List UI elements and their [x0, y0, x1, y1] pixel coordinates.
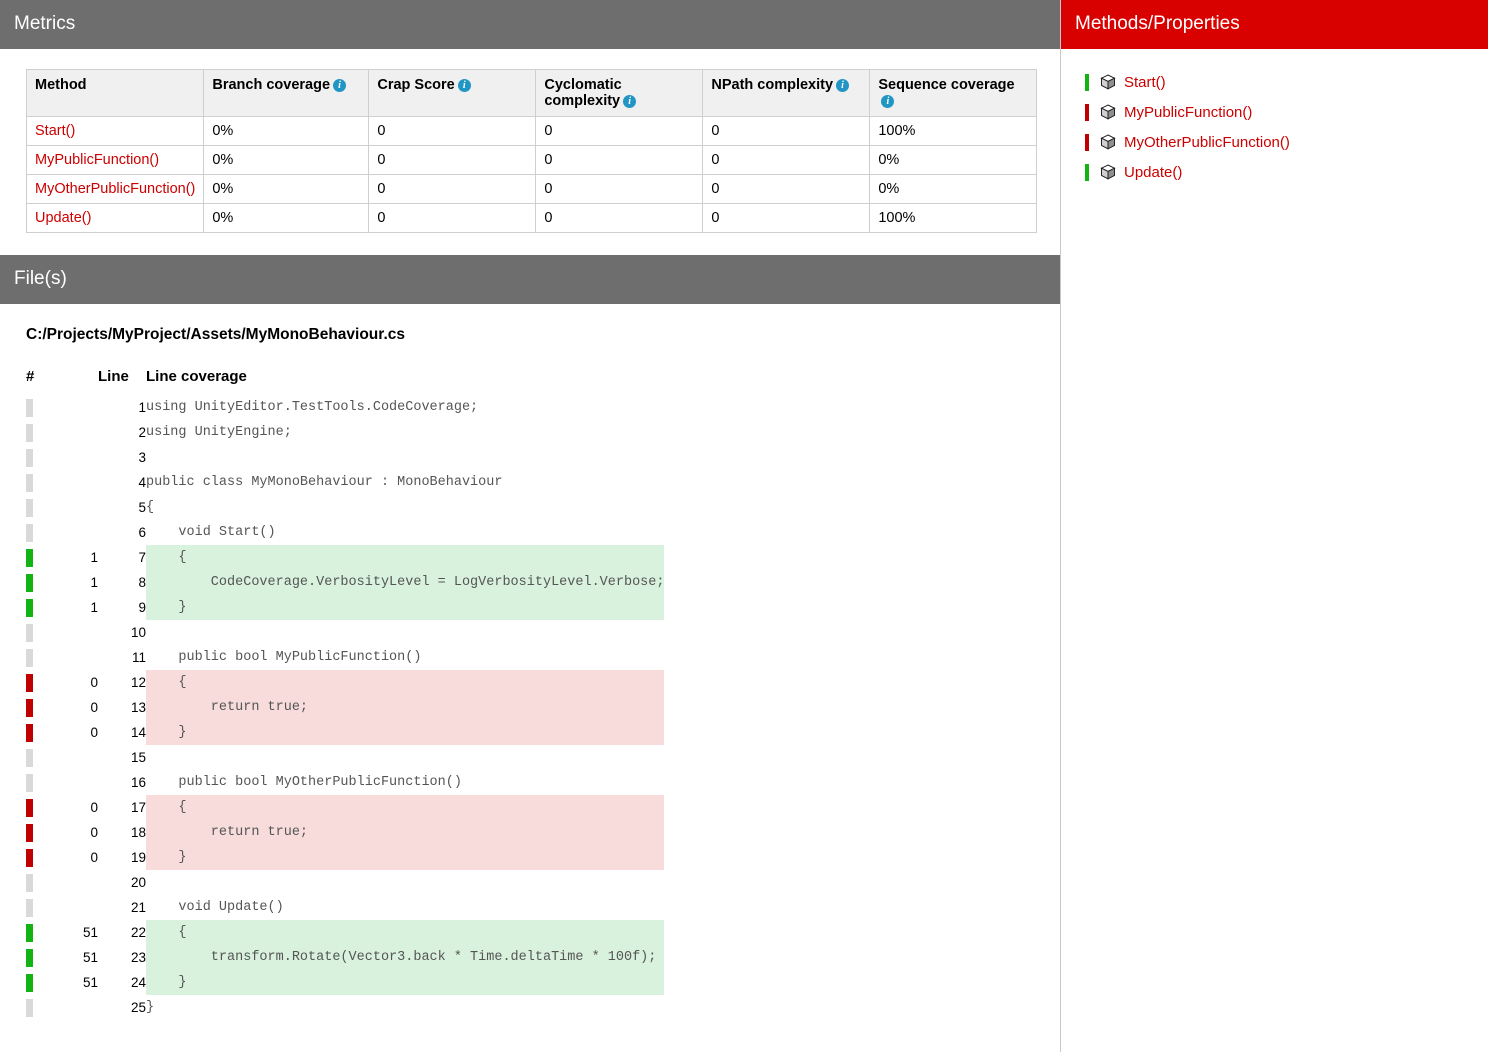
methods-properties-panel: [1061, 0, 1488, 1052]
coverage-bar-icon: [26, 924, 33, 942]
coverage-bar-icon: [26, 574, 33, 592]
line-number: 7: [138, 550, 146, 565]
code-line-row: [26, 995, 664, 1020]
coverage-bar-icon: [26, 874, 33, 892]
line-number: 13: [130, 700, 146, 715]
hit-count: 1: [90, 600, 98, 615]
metrics-col-method[interactable]: [27, 70, 204, 117]
code-line-row: [26, 520, 664, 545]
code-col-hash: #: [26, 368, 35, 385]
metrics-col-sequence-coverage-label: Sequence coverage: [878, 77, 1015, 93]
code-line-row: [26, 870, 664, 895]
metrics-cell-npath-complexity: 0: [703, 146, 870, 175]
coverage-bar-icon: [1085, 74, 1089, 91]
hit-count: 0: [90, 700, 98, 715]
files-body: [0, 304, 1060, 1020]
methods-properties-list: [1061, 49, 1488, 187]
coverage-bar-icon: [26, 549, 33, 567]
hit-count: 1: [90, 550, 98, 565]
cube-icon: [1100, 74, 1116, 90]
line-number: 12: [130, 675, 146, 690]
metrics-cell-npath-complexity: 0: [703, 175, 870, 204]
hit-count: [64, 420, 98, 445]
file-path: C:/Projects/MyProject/Assets/MyMonoBehaviour.cs: [26, 326, 406, 343]
line-number: 20: [130, 875, 146, 890]
coverage-bar-icon: [26, 674, 33, 692]
metrics-cell-method[interactable]: Start(): [27, 117, 204, 146]
code-line-row: [26, 620, 664, 645]
line-number: 24: [130, 975, 146, 990]
line-number: 10: [130, 625, 146, 640]
metrics-cell-sequence-coverage: 0%: [870, 175, 1037, 204]
metrics-cell-npath-complexity: 0: [703, 117, 870, 146]
source-line: void Update(): [146, 895, 664, 920]
source-line: [146, 445, 664, 470]
metrics-col-method-label: Method: [35, 77, 87, 93]
code-line-row: [26, 420, 664, 445]
coverage-bar-icon: [26, 424, 33, 442]
coverage-bar-icon: [26, 724, 33, 742]
code-line-row: [26, 970, 664, 995]
line-number: 25: [130, 1000, 146, 1015]
coverage-bar-icon: [1085, 134, 1089, 151]
hit-count: 0: [90, 825, 98, 840]
files-title: File(s): [14, 268, 67, 289]
hit-count: [64, 495, 98, 520]
code-header-row: [26, 368, 664, 395]
source-line: using UnityEditor.TestTools.CodeCoverage;: [146, 395, 664, 420]
coverage-bar-icon: [26, 949, 33, 967]
metrics-cell-cyclomatic-complexity: 0: [536, 204, 703, 233]
coverage-bar-icon: [26, 824, 33, 842]
line-number: 8: [138, 575, 146, 590]
hit-count: [64, 995, 98, 1020]
source-line: }: [146, 595, 664, 620]
coverage-bar-icon: [26, 474, 33, 492]
coverage-bar-icon: [1085, 104, 1089, 121]
coverage-bar-icon: [26, 524, 33, 542]
metrics-cell-branch-coverage: 0%: [204, 204, 369, 233]
code-line-row: [26, 945, 664, 970]
coverage-bar-icon: [26, 799, 33, 817]
source-line: {: [146, 545, 664, 570]
list-item[interactable]: [1085, 157, 1488, 187]
metrics-cell-npath-complexity: 0: [703, 204, 870, 233]
metrics-section-header: [0, 0, 1060, 49]
line-number: 18: [130, 825, 146, 840]
table-row: [27, 204, 1037, 233]
line-number: 9: [138, 600, 146, 615]
metrics-col-branch-coverage[interactable]: [204, 70, 369, 117]
metrics-table: [26, 69, 1037, 233]
source-line: return true;: [146, 695, 664, 720]
hit-count: [64, 395, 98, 420]
hit-count: 1: [90, 575, 98, 590]
line-number: 21: [130, 900, 146, 915]
line-number: 11: [131, 650, 146, 665]
method-link[interactable]: Start(): [1124, 73, 1166, 91]
code-line-row: [26, 445, 664, 470]
code-line-row: [26, 595, 664, 620]
cube-icon: [1100, 164, 1116, 180]
metrics-body: [0, 49, 1060, 233]
code-line-row: [26, 545, 664, 570]
source-line: CodeCoverage.VerbosityLevel = LogVerbosityLevel.Verbose;: [146, 570, 664, 595]
coverage-bar-icon: [26, 899, 33, 917]
metrics-cell-crap-score: 0: [369, 146, 536, 175]
hit-count: [64, 770, 98, 795]
line-number: 22: [130, 925, 146, 940]
metrics-cell-cyclomatic-complexity: 0: [536, 146, 703, 175]
code-line-row: [26, 720, 664, 745]
line-number: 16: [130, 775, 146, 790]
cube-icon: [1100, 104, 1116, 120]
metrics-cell-branch-coverage: 0%: [204, 117, 369, 146]
code-line-row: [26, 570, 664, 595]
hit-count: [64, 620, 98, 645]
hit-count: [64, 645, 98, 670]
source-line: using UnityEngine;: [146, 420, 664, 445]
code-line-row: [26, 670, 664, 695]
source-line: }: [146, 970, 664, 995]
code-line-row: [26, 920, 664, 945]
cube-icon: [1100, 134, 1116, 150]
line-number: 23: [130, 950, 146, 965]
code-line-row: [26, 495, 664, 520]
source-line: [146, 745, 664, 770]
hit-count: [64, 520, 98, 545]
source-line: {: [146, 920, 664, 945]
source-line: [146, 620, 664, 645]
source-line: }: [146, 845, 664, 870]
table-row: [27, 175, 1037, 204]
coverage-bar-icon: [26, 399, 33, 417]
list-item[interactable]: [1085, 127, 1488, 157]
coverage-bar-icon: [26, 749, 33, 767]
code-line-row: [26, 845, 664, 870]
coverage-bar-icon: [26, 649, 33, 667]
metrics-cell-method[interactable]: MyOtherPublicFunction(): [27, 175, 204, 204]
hit-count: 0: [90, 850, 98, 865]
hit-count: [64, 870, 98, 895]
code-col-line: Line: [98, 368, 129, 385]
source-line: void Start(): [146, 520, 664, 545]
metrics-title: Metrics: [14, 13, 76, 34]
code-line-row: [26, 470, 664, 495]
hit-count: [64, 745, 98, 770]
metrics-cell-cyclomatic-complexity: 0: [536, 117, 703, 146]
source-line: public class MyMonoBehaviour : MonoBehaviour: [146, 470, 664, 495]
metrics-col-cyclomatic-complexity-label: Cyclomatic complexity: [544, 77, 622, 109]
code-line-row: [26, 795, 664, 820]
metrics-cell-crap-score: 0: [369, 204, 536, 233]
coverage-bar-icon: [26, 999, 33, 1017]
line-number: 6: [138, 525, 146, 540]
metrics-cell-cyclomatic-complexity: 0: [536, 175, 703, 204]
source-line: {: [146, 495, 664, 520]
list-item[interactable]: [1085, 97, 1488, 127]
metrics-col-branch-coverage-label: Branch coverage: [212, 77, 331, 93]
metrics-cell-crap-score: 0: [369, 175, 536, 204]
list-item[interactable]: [1085, 67, 1488, 97]
files-section-header: [0, 255, 1060, 304]
metrics-col-crap-score[interactable]: [369, 70, 536, 117]
metrics-col-sequence-coverage[interactable]: [870, 70, 1037, 117]
method-link[interactable]: MyPublicFunction(): [1124, 103, 1253, 121]
metrics-col-crap-score-label: Crap Score: [377, 77, 455, 93]
code-line-row: [26, 820, 664, 845]
metrics-col-npath-complexity[interactable]: [703, 70, 870, 117]
coverage-bar-icon: [1085, 164, 1089, 181]
source-line: public bool MyOtherPublicFunction(): [146, 770, 664, 795]
line-number: 2: [138, 425, 146, 440]
code-col-line-coverage: Line coverage: [146, 368, 247, 385]
info-icon[interactable]: i: [458, 79, 471, 92]
coverage-bar-icon: [26, 499, 33, 517]
hit-count: [64, 470, 98, 495]
source-line: transform.Rotate(Vector3.back * Time.deltaTime * 100f);: [146, 945, 664, 970]
metrics-files-spacer: [0, 233, 1060, 255]
coverage-bar-icon: [26, 849, 33, 867]
hit-count: 51: [82, 925, 98, 940]
info-icon[interactable]: i: [333, 79, 346, 92]
source-line: }: [146, 995, 664, 1020]
source-line: return true;: [146, 820, 664, 845]
line-number: 3: [138, 450, 146, 465]
method-link[interactable]: MyOtherPublicFunction(): [1124, 133, 1290, 151]
metrics-cell-branch-coverage: 0%: [204, 146, 369, 175]
line-number: 4: [138, 475, 146, 490]
line-number: 1: [138, 400, 146, 415]
metrics-cell-sequence-coverage: 0%: [870, 146, 1037, 175]
line-number: 14: [130, 725, 146, 740]
source-line: {: [146, 670, 664, 695]
info-icon[interactable]: i: [881, 95, 894, 108]
methods-properties-title: Methods/Properties: [1075, 13, 1240, 34]
hit-count: 0: [90, 675, 98, 690]
source-line: public bool MyPublicFunction(): [146, 645, 664, 670]
table-row: [27, 117, 1037, 146]
coverage-bar-icon: [26, 624, 33, 642]
metrics-col-cyclomatic-complexity[interactable]: [536, 70, 703, 117]
metrics-cell-method[interactable]: MyPublicFunction(): [27, 146, 204, 175]
metrics-cell-branch-coverage: 0%: [204, 175, 369, 204]
info-icon[interactable]: i: [836, 79, 849, 92]
coverage-bar-icon: [26, 974, 33, 992]
hit-count: 0: [90, 725, 98, 740]
coverage-bar-icon: [26, 774, 33, 792]
line-number: 15: [130, 750, 146, 765]
code-line-row: [26, 645, 664, 670]
metrics-cell-method[interactable]: Update(): [27, 204, 204, 233]
hit-count: 51: [82, 950, 98, 965]
line-number: 19: [130, 850, 146, 865]
metrics-col-npath-complexity-label: NPath complexity: [711, 77, 834, 93]
source-line: }: [146, 720, 664, 745]
hit-count: 0: [90, 800, 98, 815]
coverage-bar-icon: [26, 699, 33, 717]
code-rows: [26, 395, 664, 1020]
metrics-cell-sequence-coverage: 100%: [870, 117, 1037, 146]
hit-count: [64, 895, 98, 920]
code-line-row: [26, 745, 664, 770]
info-icon[interactable]: i: [623, 95, 636, 108]
method-link[interactable]: Update(): [1124, 163, 1183, 181]
source-line: [146, 870, 664, 895]
metrics-cell-crap-score: 0: [369, 117, 536, 146]
coverage-bar-icon: [26, 449, 33, 467]
line-number: 5: [138, 500, 146, 515]
code-line-row: [26, 895, 664, 920]
methods-properties-header: [1061, 0, 1488, 49]
hit-count: [64, 445, 98, 470]
metrics-cell-sequence-coverage: 100%: [870, 204, 1037, 233]
metrics-header-row: [27, 70, 1037, 117]
hit-count: 51: [82, 975, 98, 990]
code-line-row: [26, 695, 664, 720]
code-line-row: [26, 770, 664, 795]
coverage-bar-icon: [26, 599, 33, 617]
line-number: 17: [130, 800, 146, 815]
code-coverage-table: [26, 368, 664, 1020]
source-line: {: [146, 795, 664, 820]
table-row: [27, 146, 1037, 175]
code-line-row: [26, 395, 664, 420]
